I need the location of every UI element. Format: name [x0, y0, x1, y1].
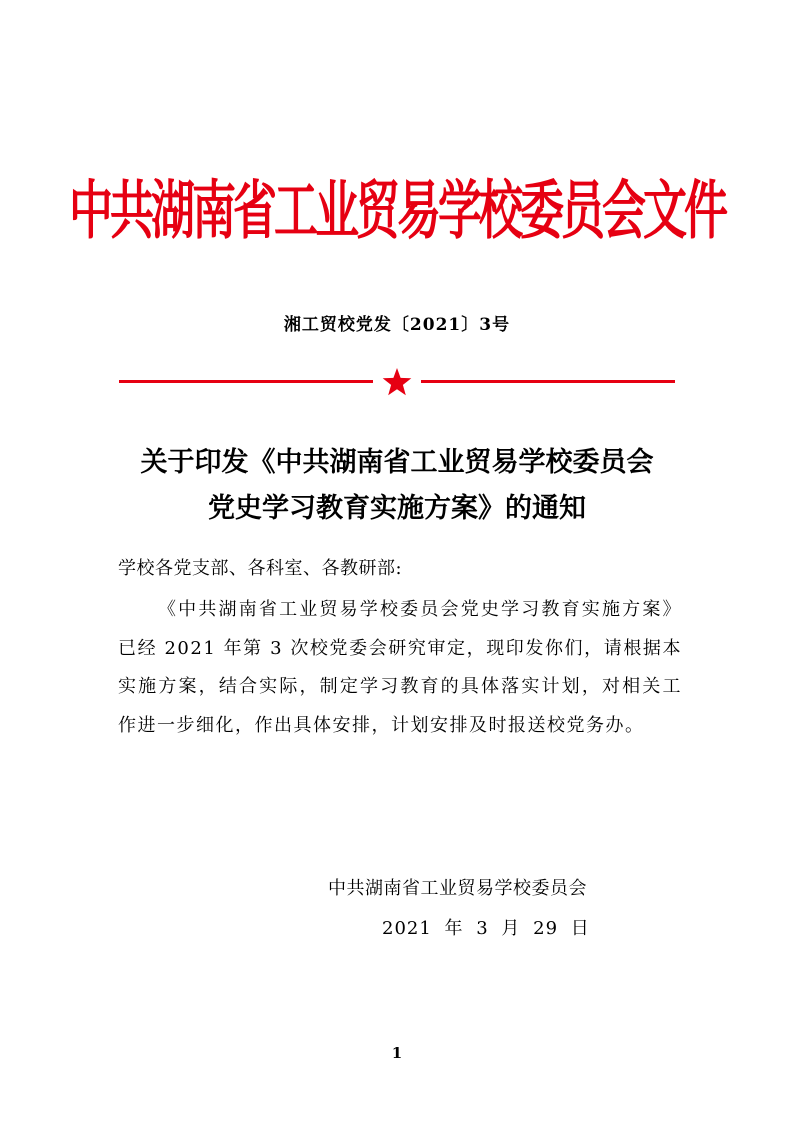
body-paragraph: 《中共湖南省工业贸易学校委员会党史学习教育实施方案》已经 2021 年第 3 次校党委会研究审定，现印发你们，请根据本实施方案，结合实际，制定学习教育的具体落实计划，对相关工作进一步细化，作出具体安排，计划安排及时报送校党务办。 — [118, 599, 682, 736]
document-header-title: 中共湖南省工业贸易学校委员会文件 — [69, 174, 725, 249]
signature-organization: 中共湖南省工业贸易学校委员会 — [328, 878, 587, 899]
notice-title-line-1: 关于印发《中共湖南省工业贸易学校委员会 — [140, 447, 654, 478]
divider-rule-left — [119, 380, 373, 383]
divider-rule-right — [421, 380, 675, 383]
page-number: 1 — [391, 1044, 403, 1062]
notice-title — [60, 440, 734, 532]
red-divider — [119, 368, 675, 396]
document-number: 湘工贸校党发〔2021〕3号 — [283, 315, 511, 335]
red-star-icon — [382, 368, 412, 396]
signature-date: 2021 年 3 月 29 日 — [382, 918, 590, 939]
salutation: 学校各党支部、各科室、各教研部: — [118, 558, 403, 579]
notice-title-line-2: 党史学习教育实施方案》的通知 — [208, 493, 586, 524]
